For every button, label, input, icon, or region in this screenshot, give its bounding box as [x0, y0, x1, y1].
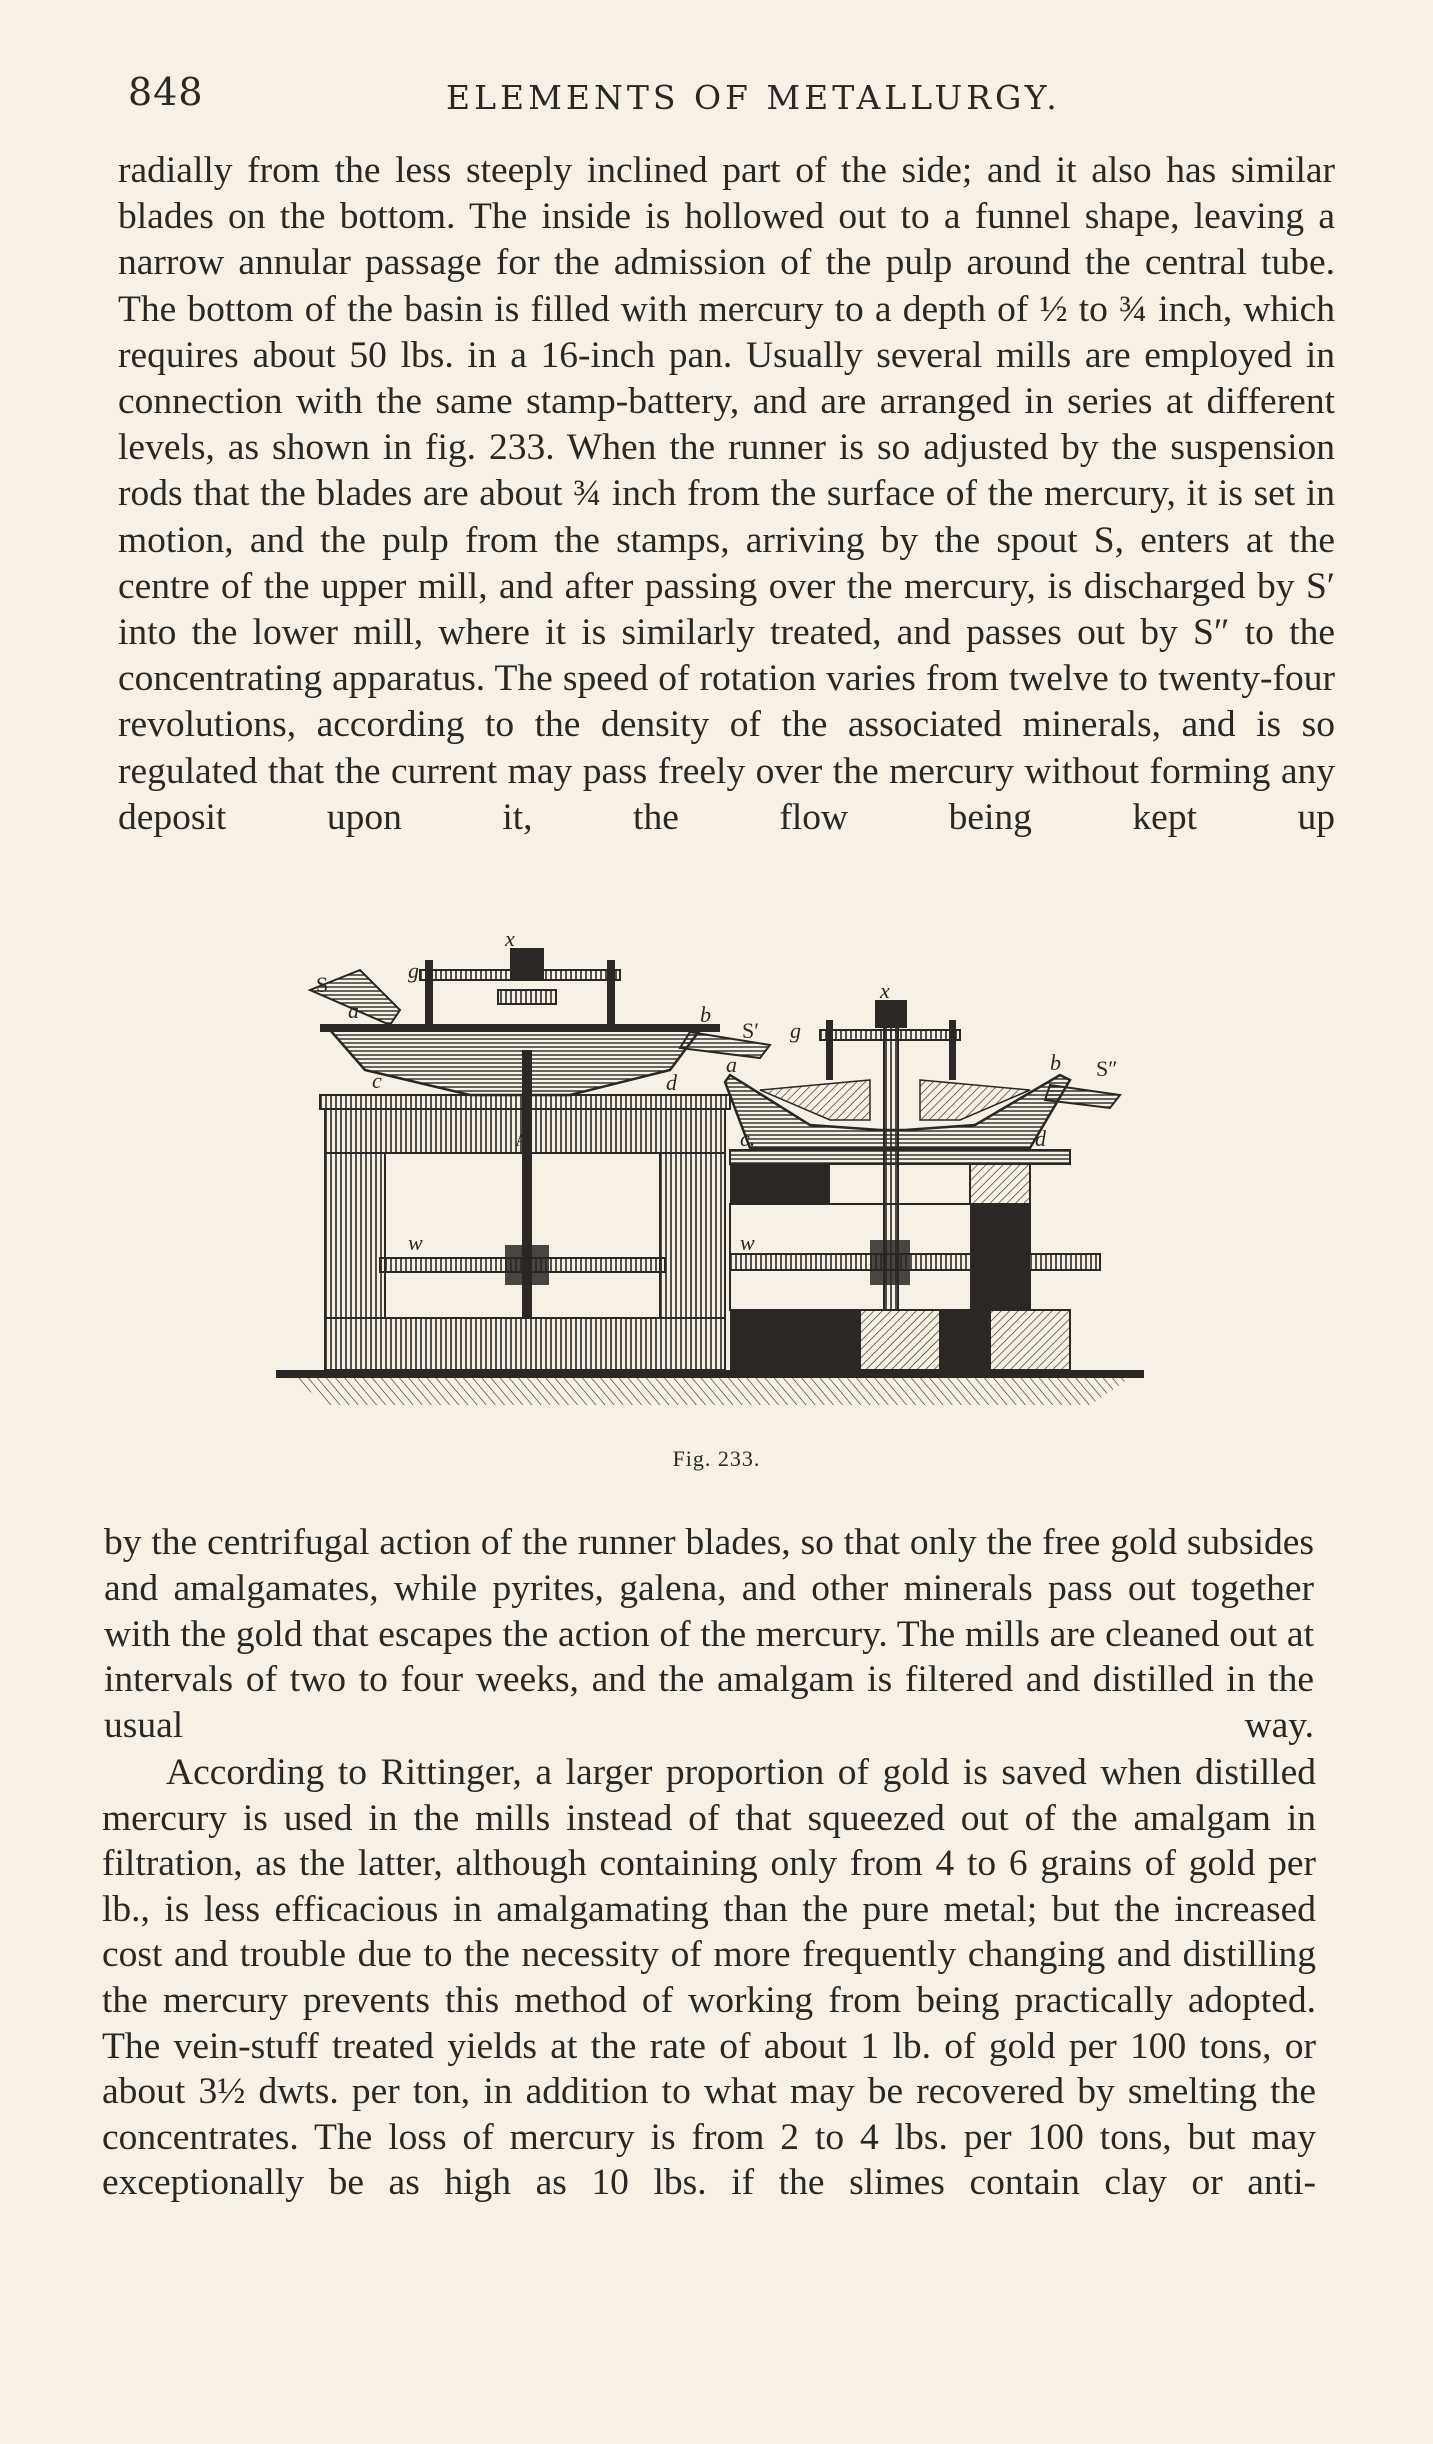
label-g-lower: g — [790, 1018, 801, 1043]
label-s-prime: S′ — [742, 1018, 760, 1043]
label-a-upper: a — [348, 998, 359, 1023]
label-b-upper: b — [700, 1002, 711, 1027]
ground-line — [276, 1370, 1144, 1405]
label-g-upper: g — [408, 958, 419, 983]
figure-caption: Fig. 233. — [672, 1446, 761, 1471]
paragraph-continued: radially from the less steeply inclined part of the side; and it also has similar blades on the bottom. The inside is hollowed out to a funnel shape, leaving a narrow annular passage for the admission of the pulp around the central tube. The bottom of the basin is filled with mercury to a depth of ½ to ¾ inch, which requires about 50 lbs. in a 16-inch pan. Usually several mills are employed in connection with the same stamp-battery, and are arranged in series at different levels, as shown in fig. 233. When the runner is so adjusted by the suspension rods that the blades are about ¾ inch from the surface of the mercury, it is set in motion, and the pulp from the stamps, arriving by the spout S, enters at the centre of the upper mill, and after passing over the mercury, is discharged by S′ into the lower mill, where it is similarly treated, and passes out by S″ to the concentrating apparatus. The speed of rotation varies from twelve to twenty-four revolutions, according to the density of the associated minerals, and is so regulated that the current may pass freely over the mercury without forming any deposit upon it, the flow being kept up — [118, 150, 1335, 838]
label-b-lower: b — [1050, 1050, 1061, 1075]
figure-233-amalgamating-mills — [270, 930, 1150, 1430]
label-s-upper: S — [316, 972, 329, 997]
paragraph-after-figure: by the centrifugal action of the runner blades, so that only the free gold subsides and amalgamates, while pyrites, galena, and other minerals pass out together with the gold that escapes the action of the mercury. The mills are cleaned out at intervals of two to four weeks, and the amalgam is filtered and distilled in the usual way. — [104, 1522, 1314, 1747]
label-a-lower: a — [726, 1052, 737, 1077]
label-s-double-prime: S″ — [1096, 1056, 1118, 1081]
label-w-left: w — [408, 1230, 423, 1255]
paragraph-rittinger: According to Rittinger, a larger proportion of gold is saved when distilled mercury is used in the mills instead of that squeezed out of the amalgam in filtration, as the latter, although containing only from 4 to 6 grains of gold per lb., is less efficacious in amalgamating than the pure metal; but the increased cost and trouble due to the necessity of more frequently changing and distilling the mercury prevents this method of working from being practically adopted. The vein-stuff treated yields at the rate of about 1 lb. of gold per 100 tons, or about 3½ dwts. per ton, in addition to what may be recovered by smelting the concentrates. The loss of mercury is from 2 to 4 lbs. per 100 tons, but may exceptionally be as high as 10 lbs. if the slimes contain clay or anti- — [102, 1752, 1316, 2204]
lower-mill-frame — [730, 1010, 1100, 1370]
label-w-right: w — [740, 1230, 755, 1255]
label-d-upper: d — [666, 1070, 677, 1095]
label-x-lower: x — [880, 978, 890, 1003]
running-title: ELEMENTS OF METALLURGY. — [446, 78, 1061, 117]
label-x-upper: x — [505, 930, 515, 951]
page-header — [128, 70, 1338, 130]
upper-mill-frame — [320, 1050, 730, 1370]
label-c-upper: c — [372, 1068, 382, 1093]
label-c-lower: c. — [740, 1126, 756, 1151]
page-number: 848 — [128, 70, 204, 114]
label-A: A — [515, 1130, 528, 1150]
label-d-lower: d — [1035, 1126, 1046, 1151]
